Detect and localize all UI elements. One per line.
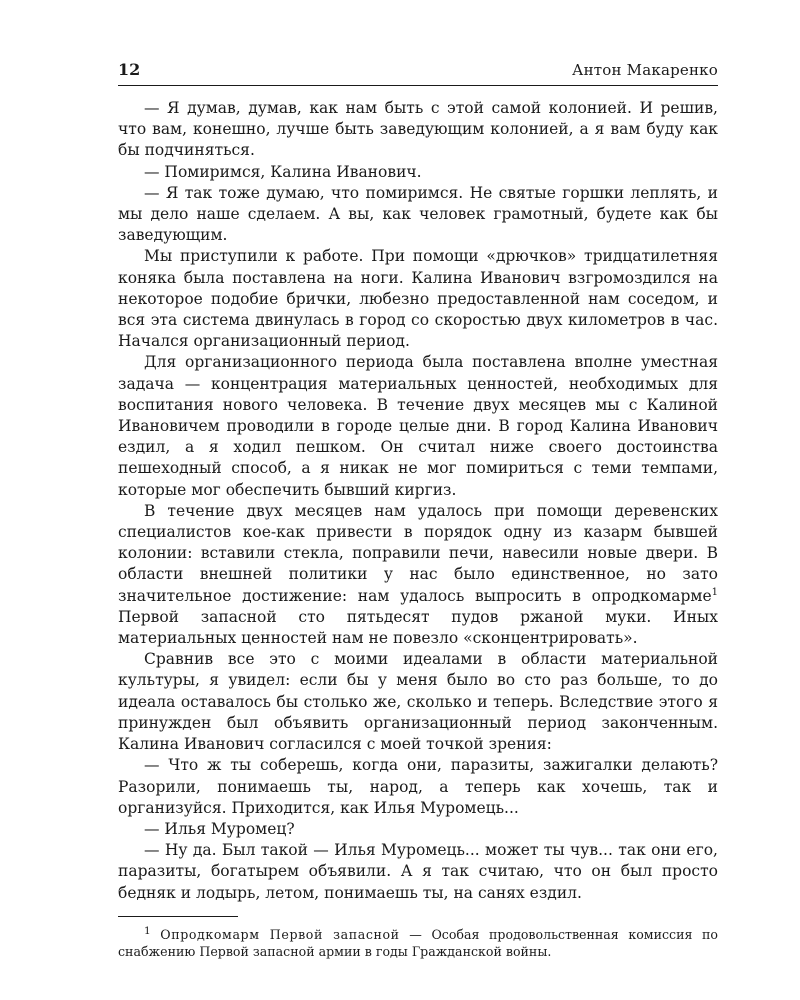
footnote-definition: — Особая продовольственная комиссия по снабжению Первой запасной армии в годы Гражданской войны. — [118, 926, 718, 959]
book-page — [118, 60, 718, 960]
footnote-term: Опродкомарм Первой запасной — [160, 926, 400, 942]
paragraph: Для организационного периода была поставлена вполне уместная задача — концентрация материальных ценностей, необходимых для воспитания нового человека. В течение двух месяцев мы с Калиной Ивановичем проводили в городе целые дни. В город Калина Иванович ездил, а я ходил пешком. Он считал ниже своего достоинства пешеходный способ, а я никак не мог помириться с теми темпами, которые мог обеспечить бывший киргиз. — [118, 353, 718, 499]
running-head-author: Антон Макаренко — [572, 61, 718, 79]
paragraph: Мы приступили к работе. При помощи «дрючков» тридцатилетняя коняка была поставлена на ноги. Калина Иванович взгромоздился на некоторое подобие брички, любезно предоставленной нам соседом, и вся эта система двинулась в город со скоростью двух километров в час. Начался организационный период. — [118, 247, 718, 351]
footnote-reference: 1 — [711, 586, 718, 598]
page-header — [118, 60, 718, 86]
footnote-marker: 1 — [144, 924, 151, 937]
paragraph: — Ну да. Был такой — Илья Муромець... может ты чув... так они его, паразиты, богатырем объявили. А я так считаю, что он был просто бедняк и лодырь, летом, понимаешь ты, на санях ездил. — [118, 841, 718, 902]
paragraph: — Что ж ты соберешь, когда они, паразиты, зажигалки делають? Разорили, понимаешь ты, народ, а теперь как хочешь, так и организуйся. Приходится, как Илья Муромець... — [118, 756, 718, 817]
page-number: 12 — [118, 60, 141, 79]
footnote-divider — [118, 916, 238, 917]
footnote — [118, 923, 718, 960]
paragraph: Сравнив все это с моими идеалами в области материальной культуры, я увидел: если бы у меня было во сто раз больше, то до идеала оставалось бы столько же, сколько и теперь. Вследствие этого я принужден был объявить организационный период законченным. Калина Иванович согласился с моей точкой зрения: — [118, 650, 718, 754]
paragraph-with-footnote — [118, 501, 718, 649]
paragraph: — Илья Муромец? — [144, 819, 295, 838]
paragraph: — Я думав, думав, как нам быть с этой самой колонией. И решив, что вам, конешно, лучше быть заведующим колонией, а я вам буду как бы подчиняться. — [118, 99, 718, 160]
paragraph: — Я так тоже думаю, что помиримся. Не святые горшки леплять, и мы дело наше сделаем. А вы, как человек грамотный, будете как бы заведующим. — [118, 183, 718, 245]
page-body — [118, 98, 718, 904]
paragraph-text-continued: Первой запасной сто пятьдесят пудов ржаной муки. Иных материальных ценностей нам не повезло «сконцентрировать». — [118, 607, 718, 648]
paragraph-text: В течение двух месяцев нам удалось при помощи деревенских специалистов кое-как привести в порядок одну из казарм бывшей колонии: вставили стекла, поправили печи, навесили новые двери. В области внешней политики у нас было единственное, но зато значительное достижение: нам удалось выпросить в опродкомарме — [118, 501, 718, 605]
paragraph: — Помиримся, Калина Иванович. — [144, 162, 422, 181]
